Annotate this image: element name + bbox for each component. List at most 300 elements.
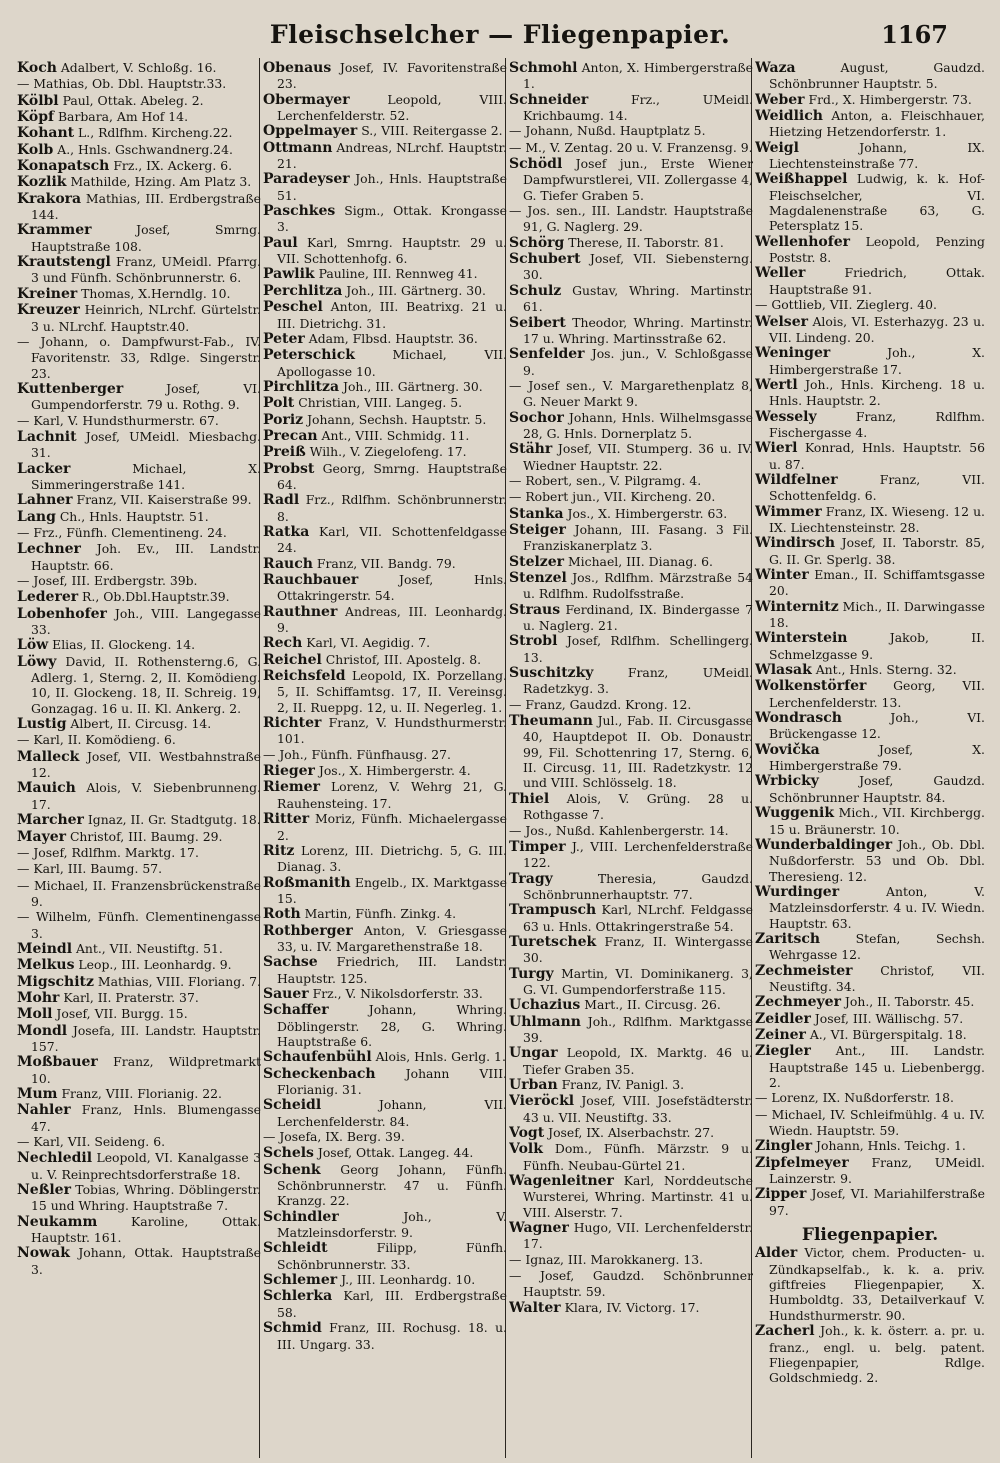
directory-entry [263, 92, 507, 124]
entry-address: Franz, V. Hundsthurmerstr. 101. [277, 715, 507, 747]
entry-address: Anton, V. Matzleinsdorferstr. 4 u. IV. Wiedn. Hauptstr. 63. [769, 883, 985, 931]
entry-name: Wierl [755, 440, 798, 457]
entry-address: Lorenz, III. Dietrichg. 5, G. III. Dianag. 3. [277, 842, 507, 875]
entry-name: Wovička [755, 741, 820, 758]
directory-entry [755, 599, 985, 631]
entry-address: Josef, Smrng. Hauptstraße 108. [31, 222, 261, 254]
directory-entry [17, 749, 261, 781]
entry-name: Migschitz [17, 973, 94, 990]
directory-entry [755, 535, 985, 567]
directory-entry [509, 697, 753, 713]
entry-address: Karl, NLrchf. Feldgasse 63 u. Hnls. Ottakringerstraße 54. [523, 902, 753, 934]
directory-entry [755, 409, 985, 441]
entry-name: Köpf [17, 109, 55, 126]
entry-name: Preiß [263, 444, 306, 461]
directory-entry [263, 1129, 507, 1145]
entry-address: Ant., Hnls. Sterng. 32. [811, 662, 957, 678]
entry-address: Stefan, Sechsh. Wehrgasse 12. [769, 930, 985, 963]
entry-name: Schubert [509, 251, 581, 268]
directory-entry [755, 345, 985, 377]
entry-name: Strobl [509, 633, 558, 650]
entry-name: Rothberger [263, 922, 353, 939]
entry-address: — Robert, sen., V. Pilgramg. 4. [509, 472, 702, 488]
entry-address: Franz, II. Wintergasse 30. [523, 933, 753, 966]
directory-entry [263, 395, 507, 411]
entry-address: Wilh., V. Ziegelofeng. 17. [305, 444, 467, 460]
directory-entry [509, 506, 753, 522]
entry-address: Lorenz, V. Wehrg 21, G. Rauhensteing. 17. [277, 779, 507, 811]
entry-address: Sigm., Ottak. Krongasse 3. [277, 203, 507, 235]
entry-address: Frz., Rdlfhm. Schönbrunnerstr. 8. [277, 492, 507, 524]
entry-name: Meindl [17, 940, 73, 957]
entry-name: Zacherl [755, 1323, 815, 1340]
directory-entry [17, 589, 261, 605]
entry-address: Josef, Ottak. Langeg. 44. [313, 1145, 474, 1161]
entry-name: Paul [263, 234, 298, 251]
entry-address: Mathias, III. Erdbergstraße 144. [31, 190, 261, 223]
directory-entry [509, 251, 753, 283]
entry-address: — Robert jun., VII. Kircheng. 20. [509, 489, 716, 505]
column-1 [17, 60, 261, 1460]
entry-address: — Karl, II. Komödieng. 6. [17, 732, 176, 748]
entry-name: Kölbl [17, 92, 59, 109]
entry-name: Walter [509, 1299, 561, 1316]
entry-address: S., VIII. Reitergasse 2. [357, 123, 503, 139]
directory-entry [263, 203, 507, 235]
directory-entry [17, 509, 261, 525]
entry-name: Wurdinger [755, 883, 840, 900]
entry-name: Sochor [509, 409, 564, 426]
directory-entry [263, 635, 507, 651]
directory-entry [17, 861, 261, 877]
entry-address: Johann, Ottak. Hauptstraße 3. [31, 1245, 261, 1277]
entry-address: Franz, UMeidl. Pfarrg. 3 und Fünfh. Schönbrunnerstr. 6. [31, 254, 261, 286]
directory-entry [755, 710, 985, 742]
entry-address: Mathias, VIII. Floriang. 7. [93, 973, 261, 989]
entry-name: Marcher [17, 812, 84, 829]
directory-entry [263, 763, 507, 779]
entry-address: Johann VIII. Florianig. 31. [277, 1065, 507, 1097]
entry-address: Leopold, IX. Porzellang. 5, II. Schiffamtsg. 17, II. Vereinsg. 2, II. Rueppg. 12, u. II. Negerleg. 1. [277, 668, 507, 715]
entry-name: Mohr [17, 989, 60, 1006]
directory-entry [755, 1011, 985, 1027]
entry-address: Leopold, VIII. Lerchenfelderstr. 52. [277, 91, 507, 124]
entry-name: Krammer [17, 222, 92, 239]
entry-address: Frz., V. Nikolsdorferstr. 33. [308, 985, 483, 1001]
directory-entry [755, 297, 985, 313]
directory-entry [509, 283, 753, 315]
entry-name: Timper [509, 838, 566, 855]
directory-entry [509, 839, 753, 871]
entry-name: Zipper [755, 1186, 807, 1203]
directory-entry [509, 1093, 753, 1125]
entry-address: Alois, V. Grüng. 28 u. Rothgasse 7. [523, 790, 753, 823]
entry-address: Dom., Fünfh. Märzstr. 9 u. Fünfh. Neubau-Gürtel 21. [523, 1141, 753, 1173]
entry-address: R., Ob.Dbl.Hauptstr.39. [78, 589, 230, 605]
entry-address: Theresia, Gaudzd. Schönbrunnerhauptstr. 77. [523, 870, 753, 902]
entry-address: — Josefa, IX. Berg. 39. [263, 1129, 405, 1145]
entry-address: — Johann, o. Dampfwurst-Fab., IV. Favoritenstr. 33, Rdlge. Singerstr. 23. [17, 333, 261, 381]
section-heading: Fliegenpapier. [801, 1225, 939, 1246]
entry-name: Rauchbauer [263, 572, 359, 588]
entry-name: Pirchlitza [263, 378, 340, 395]
entry-name: Stanka [509, 505, 564, 522]
directory-entry [263, 412, 507, 428]
directory-entry [17, 191, 261, 223]
directory-entry [263, 715, 507, 747]
entry-name: Uchazius [509, 997, 581, 1014]
directory-entry [509, 203, 753, 235]
entry-name: Kohant [17, 125, 75, 142]
directory-entry [509, 871, 753, 903]
entry-address: Josef, VII. Burgg. 15. [52, 1006, 188, 1022]
entry-address: Christof, VII. Neustiftg. 34. [769, 962, 985, 994]
entry-name: Perchlitza [263, 282, 343, 299]
entry-address: Karl, VI. Aegidig. 7. [302, 635, 431, 651]
entry-address: Karoline, Ottak. Hauptstr. 161. [31, 1213, 261, 1246]
entry-name: Schörg [509, 234, 565, 251]
directory-entry [17, 334, 261, 381]
directory-entry [755, 963, 985, 995]
entry-address: Adam, Flbsd. Hauptstr. 36. [304, 330, 478, 346]
entry-name: Urban [509, 1077, 558, 1093]
entry-address: Frd., X. Himbergerstr. 73. [804, 91, 972, 107]
directory-entry [509, 92, 753, 124]
directory-entry [755, 377, 985, 409]
entry-name: Precan [263, 427, 318, 444]
entry-address: Anton, X. Himbergerstraße 1. [523, 60, 753, 92]
entry-name: Pawlik [263, 266, 315, 283]
entry-name: Zipfelmeyer [755, 1154, 849, 1171]
entry-name: Löwy [17, 653, 57, 670]
entry-address: — Franz, Gaudzd. Krong. 12. [509, 696, 692, 712]
entry-name: Schmohl [509, 60, 578, 76]
entry-address: Pauline, III. Rennweg 41. [314, 266, 478, 282]
entry-address: — Lorenz, IX. Nußdorferstr. 18. [755, 1090, 954, 1106]
entry-address: Engelb., IX. Marktgasse 15. [277, 874, 507, 906]
entry-address: Paul, Ottak. Abeleg. 2. [58, 92, 204, 108]
page-number: 1167 [881, 20, 948, 49]
directory-entry [17, 461, 261, 493]
directory-entry [17, 732, 261, 748]
entry-address: Victor, chem. Producten- u. Zündkapselfab., k. k. a. priv. giftfreies Fliegenpapier, X. Humboldtg. 33, Detailverkauf V. Hundsthurmerstr. 90. [769, 1245, 985, 1323]
directory-entry [263, 1162, 507, 1209]
directory-entry [509, 570, 753, 602]
entry-address: Josefa, III. Landstr. Hauptstr. 157. [31, 1022, 261, 1054]
directory-entry [755, 1043, 985, 1090]
entry-address: Josef, VIII. Josefstädterstr. 43 u. VII. Neustiftg. 33. [523, 1093, 753, 1125]
entry-name: Lechner [17, 541, 81, 558]
entry-address: Leopold, VI. Kanalgasse 3 u. V. Reinprechtsdorferstraße 18. [31, 1150, 261, 1182]
directory-entry [509, 966, 753, 998]
directory-entry [509, 123, 753, 139]
entry-address: Joh., II. Taborstr. 45. [840, 994, 975, 1010]
directory-entry [263, 843, 507, 875]
entry-name: Melkus [17, 957, 75, 974]
entry-address: — Wilhelm, Fünfh. Clementinengasse 3. [17, 909, 261, 941]
directory-entry [509, 1014, 753, 1046]
directory-entry [509, 1045, 753, 1077]
entry-address: Josef, VII. Siebensterng. 30. [523, 251, 753, 283]
running-title: Fleischselcher — Fliegenpapier. [269, 20, 731, 49]
entry-address: — Frz., Fünfh. Clementineng. 24. [17, 524, 227, 540]
entry-name: Poriz [263, 411, 304, 428]
entry-address: — Josef, Rdlfhm. Marktg. 17. [17, 844, 199, 860]
entry-name: Kolb [17, 141, 54, 158]
entry-address: Josef, II. Taborstr. 85, G. II. Gr. Sperlg. 38. [769, 535, 985, 567]
directory-entry [263, 235, 507, 267]
entry-name: Nechledil [17, 1150, 93, 1167]
entry-name: Weißhappel [755, 171, 848, 188]
entry-name: Mauich [17, 780, 76, 797]
directory-entry [17, 254, 261, 286]
entry-address: Hugo, VII. Lerchenfelderstr. 17. [523, 1220, 753, 1252]
entry-name: Volk [509, 1141, 543, 1158]
entry-name: Winter [755, 567, 809, 583]
entry-name: Peschel [263, 299, 323, 316]
entry-address: Mich., II. Darwingasse 18. [769, 598, 985, 631]
entry-address: Martin, Fünfh. Zinkg. 4. [300, 906, 457, 922]
entry-name: Wertl [755, 376, 798, 393]
entry-name: Winterstein [755, 630, 848, 647]
entry-name: Rech [263, 635, 303, 652]
entry-name: Ritz [263, 842, 295, 859]
entry-name: Zeidler [755, 1010, 811, 1027]
entry-name: Suschitzky [509, 665, 594, 682]
entry-address: L., Rdlfhm. Kircheng.22. [74, 125, 233, 141]
entry-address: Johann, IX. Liechtensteinstraße 77. [769, 139, 985, 172]
entry-name: Steiger [509, 521, 566, 538]
directory-entry [263, 1320, 507, 1352]
entry-address: Johann, Sechsh. Hauptstr. 5. [303, 411, 487, 427]
entry-address: Joh., X. Himbergerstraße 17. [769, 345, 985, 377]
column-2 [263, 60, 507, 1460]
directory-entry [17, 158, 261, 174]
directory-entry [509, 1125, 753, 1141]
directory-entry [509, 235, 753, 251]
directory-entry [755, 265, 985, 297]
directory-entry [509, 378, 753, 410]
entry-address: — Michael, II. Franzensbrückenstraße 9. [17, 877, 261, 909]
directory-entry [509, 140, 753, 156]
entry-address: Josef, III. Wällischg. 57. [810, 1010, 964, 1026]
entry-address: Karl, II. Praterstr. 37. [59, 989, 199, 1005]
entry-name: Paradeyser [263, 171, 350, 188]
entry-name: Turetschek [509, 933, 597, 950]
directory-entry [755, 1155, 985, 1187]
directory-entry [17, 1214, 261, 1246]
entry-address: — Gottlieb, VII. Zieglerg. 40. [755, 297, 937, 313]
entry-name: Straus [509, 601, 561, 618]
entry-name: Rauthner [263, 603, 338, 620]
directory-entry [263, 604, 507, 636]
entry-address: Joh., Ob. Dbl. Nußdorferstr. 53 und Ob. Dbl. Theresieng. 12. [769, 836, 985, 884]
directory-entry [17, 125, 261, 141]
directory-entry [755, 678, 985, 710]
entry-address: Josef jun., Erste Wiener Dampfwurstlerei, VII. Zollergasse 4, G. Tiefer Graben 5. [523, 156, 753, 203]
directory-entry [17, 974, 261, 990]
entry-name: Obermayer [263, 91, 350, 108]
directory-entry [263, 875, 507, 907]
entry-address: Jos., X. Himbergerstr. 63. [563, 505, 728, 521]
directory-entry [17, 302, 261, 334]
entry-name: Stähr [509, 441, 553, 458]
entry-name: Lahner [17, 492, 73, 509]
directory-entry [509, 934, 753, 966]
entry-address: Martin, VI. Dominikanerg. 3, G. VI. Gumpendorferstraße 115. [523, 965, 753, 997]
directory-entry [755, 1245, 985, 1323]
entry-address: J., III. Leonhardg. 10. [337, 1272, 476, 1288]
entry-address: Eman., II. Schiffamtsgasse 20. [769, 567, 985, 599]
directory-entry [17, 1134, 261, 1150]
directory-entry [17, 845, 261, 861]
entry-name: Waza [755, 60, 796, 76]
directory-entry [509, 1268, 753, 1300]
directory-entry [755, 884, 985, 931]
directory-entry [17, 142, 261, 158]
directory-entry [509, 1300, 753, 1316]
directory-entry [755, 1138, 985, 1154]
directory-entry [263, 171, 507, 203]
entry-name: Schenk [263, 1161, 321, 1178]
entry-name: Roth [263, 906, 301, 923]
directory-entry [263, 986, 507, 1002]
entry-name: Schulz [509, 282, 562, 299]
entry-name: Zaritsch [755, 930, 821, 947]
directory-entry [263, 1097, 507, 1129]
entry-name: Paschkes [263, 203, 336, 220]
directory-entry [17, 492, 261, 508]
entry-address: — Mathias, Ob. Dbl. Hauptstr.33. [17, 76, 227, 92]
entry-name: Scheidl [263, 1097, 322, 1114]
entry-address: Joh., III. Gärtnerg. 30. [342, 282, 486, 298]
directory-entry [17, 1150, 261, 1182]
directory-entry [263, 779, 507, 811]
entry-name: Schlemer [263, 1272, 338, 1289]
column-3 [509, 60, 753, 1460]
entry-name: Trampusch [509, 902, 597, 919]
directory-entry [263, 379, 507, 395]
directory-entry [509, 410, 753, 442]
entry-address: Jos. jun., V. Schloßgasse 9. [523, 346, 753, 378]
directory-entry [509, 473, 753, 489]
directory-entry [755, 805, 985, 837]
directory-entry [17, 109, 261, 125]
entry-address: — Joh., Fünfh. Fünfhausg. 27. [263, 746, 451, 762]
entry-address: Ch., Hnls. Hauptstr. 51. [55, 508, 209, 524]
directory-entry [263, 331, 507, 347]
directory-entry [263, 492, 507, 524]
entry-name: Löw [17, 637, 49, 654]
entry-address: Ant., III. Landstr. Hauptstraße 145 u. Liebenbergg. 2. [769, 1043, 985, 1090]
directory-entry [17, 60, 261, 76]
entry-name: Riemer [263, 779, 320, 796]
entry-name: Oppelmayer [263, 123, 358, 140]
directory-entry [263, 923, 507, 955]
entry-name: Moßbauer [17, 1054, 98, 1071]
entry-address: Franz, III. Rochusg. 18. u. III. Ungarg. 33. [277, 1320, 507, 1352]
directory-entry [17, 222, 261, 254]
directory-entry [755, 140, 985, 172]
entry-name: Stenzel [509, 570, 567, 586]
directory-entry [17, 716, 261, 732]
entry-name: Rieger [263, 763, 315, 780]
entry-address: — Karl, V. Hundsthurmerstr. 67. [17, 412, 219, 428]
entry-address: Joh., VIII. Langegasse 33. [31, 605, 261, 638]
entry-name: Kreiner [17, 285, 78, 302]
entry-name: Ottmann [263, 139, 333, 156]
entry-name: Vogt [509, 1125, 545, 1142]
directory-entry [755, 1107, 985, 1139]
entry-address: Josef, Hnls. Ottakringerstr. 54. [277, 572, 507, 604]
directory-entry [263, 524, 507, 556]
entry-name: Weller [755, 265, 806, 282]
entry-address: — Jos. sen., III. Landstr. Hauptstraße 91, G. Naglerg. 29. [509, 203, 753, 235]
entry-address: Joh., VI. Brückengasse 12. [769, 710, 985, 742]
entry-address: Johann, Whring. Döblingerstr. 28, G. Whring. Hauptstraße 6. [277, 1002, 507, 1049]
directory-entry [263, 1288, 507, 1320]
directory-entry [17, 990, 261, 1006]
directory-entry [263, 1272, 507, 1288]
entry-name: Krakora [17, 190, 82, 207]
entry-address: Friedrich, Ottak. Hauptstraße 91. [769, 265, 985, 297]
directory-entry [17, 286, 261, 302]
directory-entry [17, 1006, 261, 1022]
directory-entry [755, 92, 985, 108]
directory-entry [509, 441, 753, 473]
entry-address: Andreas, III. Leonhardg. 9. [277, 603, 507, 636]
entry-address: Albert, II. Circusg. 14. [66, 716, 212, 732]
entry-address: Joh., III. Gärtnerg. 30. [339, 378, 483, 394]
entry-address: Tobias, Whring. Döblingerstr. 15 und Whring. Hauptstraße 7. [31, 1182, 261, 1214]
entry-address: Johann, Hnls. Teichg. 1. [812, 1138, 966, 1154]
entry-address: Josef, Rdlfhm. Schellingerg. 13. [523, 633, 753, 665]
entry-address: Franz, UMeidl. Radetzkyg. 3. [523, 665, 753, 697]
entry-address: Alois, V. Siebenbrunneng. 17. [31, 780, 261, 812]
directory-entry [17, 780, 261, 812]
directory-entry [263, 1002, 507, 1049]
entry-address: Joh., Rdlfhm. Marktgasse 39. [523, 1013, 753, 1045]
entry-name: Nahler [17, 1102, 71, 1119]
entry-address: Franz, VII. Kaiserstraße 99. [72, 492, 252, 508]
entry-name: Turgy [509, 965, 554, 982]
entry-address: Michael, III. Dianag. 6. [564, 553, 713, 569]
entry-name: Kozlik [17, 174, 67, 191]
entry-address: Moriz, Fünfh. Michaelergasse 2. [277, 811, 507, 843]
entry-address: — Ignaz, III. Marokkanerg. 13. [509, 1251, 704, 1267]
entry-address: Alois, VI. Esterhazyg. 23 u. VII. Lindeng. 20. [769, 313, 985, 345]
directory-entry [263, 811, 507, 843]
entry-address: Andreas, NLrchf. Hauptstr. 21. [277, 139, 507, 172]
entry-address: Alois, Hnls. Gerlg. 1. [371, 1049, 506, 1065]
entry-address: Mathilde, Hzing. Am Platz 3. [66, 174, 252, 190]
entry-address: Franz, UMeidl. Lainzerstr. 9. [769, 1154, 985, 1187]
directory-entry [755, 314, 985, 346]
directory-entry [263, 1209, 507, 1241]
entry-address: Mich., VII. Kirchbergg. 15 u. Bräunerstr. 10. [769, 805, 985, 837]
directory-entry [509, 60, 753, 92]
entry-name: Schmid [263, 1320, 322, 1337]
entry-address: Therese, II. Taborstr. 81. [564, 234, 724, 250]
entry-address: — M., V. Zentag. 20 u. V. Franzensg. 9. [509, 139, 753, 155]
directory-entry [17, 429, 261, 461]
entry-name: Scheckenbach [263, 1065, 376, 1082]
directory-entry [17, 93, 261, 109]
entry-address: Karl, VII. Schottenfeldgasse 24. [277, 523, 507, 556]
directory-entry [509, 1141, 753, 1173]
entry-address: Leopold, Penzing Poststr. 8. [769, 233, 985, 266]
entry-address: Christof, III. Baumg. 29. [66, 828, 223, 844]
